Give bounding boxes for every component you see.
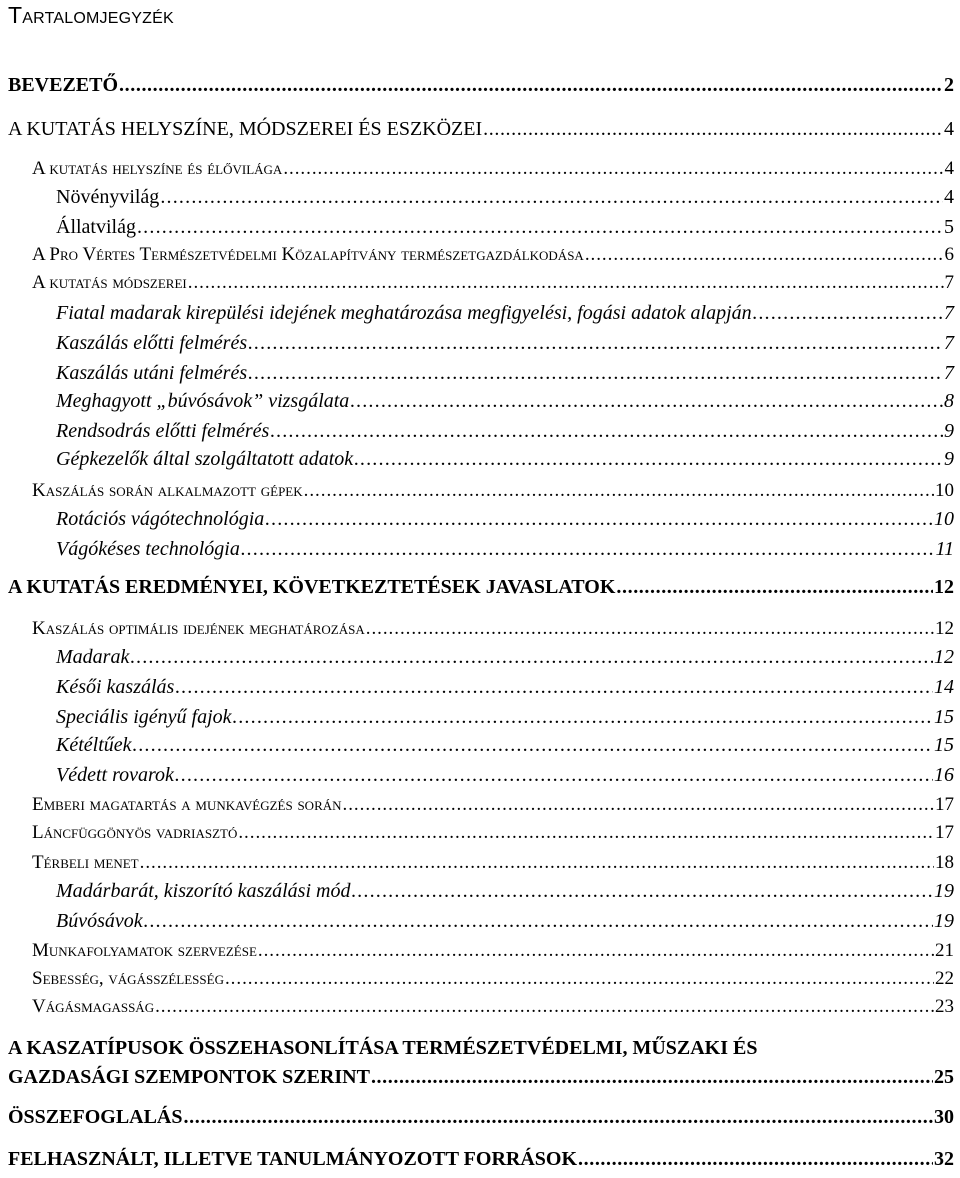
toc-leader-dots xyxy=(265,508,933,531)
toc-entry-title: Növényvilág xyxy=(56,186,160,208)
toc-entry[interactable] xyxy=(32,940,954,966)
toc-entry-title: Kaszálás során alkalmazott gépek xyxy=(32,480,303,501)
toc-entry-title: A KUTATÁS HELYSZÍNE, MÓDSZEREI ÉS ESZKÖZEI xyxy=(8,118,483,140)
toc-entry-title: Védett rovarok xyxy=(56,764,174,786)
toc-leader-dots xyxy=(371,1066,933,1089)
toc-page-number: 32 xyxy=(934,1148,954,1170)
toc-entry[interactable] xyxy=(56,646,954,672)
toc-entry[interactable] xyxy=(8,1148,954,1174)
toc-entry[interactable] xyxy=(32,822,954,848)
toc-page-number: 15 xyxy=(934,734,954,756)
toc-leader-dots xyxy=(184,1106,933,1129)
toc-entry-title: Kaszálás előtti felmérés xyxy=(56,332,248,354)
toc-leader-dots xyxy=(175,676,933,699)
toc-leader-dots xyxy=(238,822,934,844)
toc-page-number: 9 xyxy=(944,420,954,442)
toc-leader-dots xyxy=(140,852,934,874)
toc-entry[interactable] xyxy=(56,538,954,564)
toc-entry-title: Állatvilág xyxy=(56,216,136,238)
toc-leader-dots xyxy=(366,618,934,640)
toc-entry[interactable] xyxy=(56,216,954,242)
toc-entry[interactable] xyxy=(56,508,954,534)
toc-leader-dots xyxy=(248,362,943,385)
toc-entry-title: BEVEZETŐ xyxy=(8,74,119,96)
toc-leader-dots xyxy=(304,480,934,502)
toc-page-number: 8 xyxy=(944,390,954,412)
toc-leader-dots xyxy=(137,216,943,239)
toc-entry-title: Emberi magatartás a munkavégzés során xyxy=(32,794,342,815)
toc-leader-dots xyxy=(578,1148,933,1171)
toc-entry-title: Késői kaszálás xyxy=(56,676,175,698)
toc-page-number: 4 xyxy=(944,158,954,179)
toc-entry-title: A KUTATÁS EREDMÉNYEI, KÖVETKEZTETÉSEK JAVASLATOK xyxy=(8,576,616,598)
toc-entry[interactable] xyxy=(56,362,954,388)
toc-leader-dots xyxy=(225,968,934,990)
toc-entry[interactable] xyxy=(32,852,954,878)
toc-leader-dots xyxy=(133,734,933,757)
toc-entry[interactable] xyxy=(8,74,954,100)
toc-entry-title: Rotációs vágótechnológia xyxy=(56,508,265,530)
toc-leader-dots xyxy=(233,706,933,729)
toc-entry[interactable] xyxy=(56,420,954,446)
toc-leader-dots xyxy=(350,390,943,413)
toc-leader-dots xyxy=(130,646,933,669)
toc-entry-title: Kaszálás utáni felmérés xyxy=(56,362,248,384)
toc-entry-title: ÖSSZEFOGLALÁS xyxy=(8,1106,183,1128)
toc-leader-dots xyxy=(248,332,943,355)
toc-page-number: 7 xyxy=(944,302,954,324)
toc-entry-title: Munkafolyamatok szervezése xyxy=(32,940,257,961)
toc-page-number: 30 xyxy=(934,1106,954,1128)
toc-leader-dots xyxy=(351,880,933,903)
toc-entry-title: Kétéltűek xyxy=(56,734,132,756)
toc-entry[interactable] xyxy=(8,1106,954,1132)
toc-page-number: 7 xyxy=(944,362,954,384)
toc-page-number: 19 xyxy=(934,880,954,902)
toc-leader-dots xyxy=(585,244,944,266)
toc-entry[interactable] xyxy=(56,390,954,416)
toc-leader-dots xyxy=(343,794,934,816)
toc-page-number: 22 xyxy=(935,968,954,989)
toc-entry[interactable] xyxy=(32,158,954,184)
toc-page-number: 18 xyxy=(935,852,954,873)
toc-page-number: 5 xyxy=(944,216,954,238)
toc-page-number: 21 xyxy=(935,940,954,961)
toc-entry-title: Kaszálás optimális idejének meghatározása xyxy=(32,618,365,639)
toc-page-number: 9 xyxy=(944,448,954,470)
toc-entry-title: Vágókéses technológia xyxy=(56,538,240,560)
toc-entry-title: Vágásmagasság xyxy=(32,996,155,1017)
toc-leader-dots xyxy=(616,576,933,599)
toc-page-number: 23 xyxy=(935,996,954,1017)
toc-page-number: 17 xyxy=(935,794,954,815)
toc-page-number: 11 xyxy=(935,538,954,560)
toc-entry[interactable] xyxy=(8,118,954,144)
toc-entry[interactable] xyxy=(32,996,954,1022)
toc-entry[interactable] xyxy=(32,480,954,506)
toc-entry-title: GAZDASÁGI SZEMPONTOK SZERINT xyxy=(8,1066,370,1088)
toc-entry-title: Rendsodrás előtti felmérés xyxy=(56,420,270,442)
toc-entry[interactable] xyxy=(56,186,954,212)
toc-heading-first-line[interactable]: A KASZATÍPUSOK ÖSSZEHASONLÍTÁSA TERMÉSZETVÉDELMI, MŰSZAKI ÉS xyxy=(8,1037,758,1059)
toc-leader-dots xyxy=(483,118,943,141)
toc-entry-title: Madarak xyxy=(56,646,130,668)
toc-entry[interactable] xyxy=(32,272,954,298)
toc-leader-dots xyxy=(258,940,934,962)
toc-entry[interactable] xyxy=(32,968,954,994)
toc-leader-dots xyxy=(283,158,943,180)
toc-page-number: 6 xyxy=(944,244,954,265)
toc-entry-title: Madárbarát, kiszorító kaszálási mód xyxy=(56,880,351,902)
toc-leader-dots xyxy=(241,538,935,561)
toc-entry-title: Speciális igényű fajok xyxy=(56,706,232,728)
toc-page-number: 4 xyxy=(944,186,954,208)
toc-entry-title: A kutatás helyszíne és élővilága xyxy=(32,158,283,179)
toc-page-number: 14 xyxy=(934,676,954,698)
toc-entry[interactable] xyxy=(56,706,954,732)
toc-page-number: 12 xyxy=(934,646,954,668)
toc-page-number: 12 xyxy=(934,576,954,598)
toc-leader-dots xyxy=(270,420,943,443)
toc-entry[interactable] xyxy=(56,880,954,906)
toc-entry[interactable] xyxy=(32,618,954,644)
toc-page-number: 10 xyxy=(935,480,954,501)
toc-leader-dots xyxy=(144,910,933,933)
toc-page-number: 7 xyxy=(944,332,954,354)
toc-page-number: 16 xyxy=(934,764,954,786)
toc-entry-title: Láncfüggönyös vadriasztó xyxy=(32,822,238,843)
toc-entry[interactable] xyxy=(32,794,954,820)
toc-entry-title: Sebesség, vágásszélesség xyxy=(32,968,224,989)
toc-page-number: 4 xyxy=(944,118,954,140)
toc-page-number: 10 xyxy=(934,508,954,530)
toc-entry[interactable] xyxy=(56,910,954,936)
page-title: Tartalomjegyzék xyxy=(8,2,174,28)
toc-leader-dots xyxy=(119,74,943,97)
toc-leader-dots xyxy=(753,302,943,325)
toc-entry-title: A Pro Vértes Természetvédelmi Közalapítvány természetgazdálkodása xyxy=(32,244,584,265)
toc-page-number: 15 xyxy=(934,706,954,728)
toc-page-number: 12 xyxy=(935,618,954,639)
toc-entry[interactable] xyxy=(56,734,954,760)
toc-entry-title: Gépkezelők által szolgáltatott adatok xyxy=(56,448,354,470)
toc-entry[interactable] xyxy=(56,676,954,702)
toc-page-number: 25 xyxy=(934,1066,954,1088)
toc-leader-dots xyxy=(188,272,944,294)
toc-entry[interactable] xyxy=(56,302,954,328)
toc-entry[interactable] xyxy=(56,764,954,790)
toc-entry[interactable] xyxy=(8,1066,954,1092)
toc-entry-title: Meghagyott „búvósávok” vizsgálata xyxy=(56,390,350,412)
toc-entry[interactable] xyxy=(8,576,954,602)
toc-page-number: 19 xyxy=(934,910,954,932)
toc-entry[interactable] xyxy=(32,244,954,270)
toc-entry-title: Fiatal madarak kirepülési idejének meghatározása megfigyelési, fogási adatok alapján xyxy=(56,302,752,324)
toc-entry[interactable] xyxy=(56,448,954,474)
toc-entry[interactable] xyxy=(56,332,954,358)
toc-leader-dots xyxy=(354,448,943,471)
toc-page-number: 17 xyxy=(935,822,954,843)
toc-entry-title: Búvósávok xyxy=(56,910,143,932)
toc-page-number: 7 xyxy=(944,272,954,293)
toc-leader-dots xyxy=(175,764,933,787)
toc-entry-title: Térbeli menet xyxy=(32,852,139,873)
toc-entry-title: FELHASZNÁLT, ILLETVE TANULMÁNYOZOTT FORRÁSOK xyxy=(8,1148,578,1170)
toc-page-number: 2 xyxy=(944,74,954,96)
toc-entry-title: A kutatás módszerei xyxy=(32,272,187,293)
toc-leader-dots xyxy=(155,996,934,1018)
toc-leader-dots xyxy=(160,186,943,209)
